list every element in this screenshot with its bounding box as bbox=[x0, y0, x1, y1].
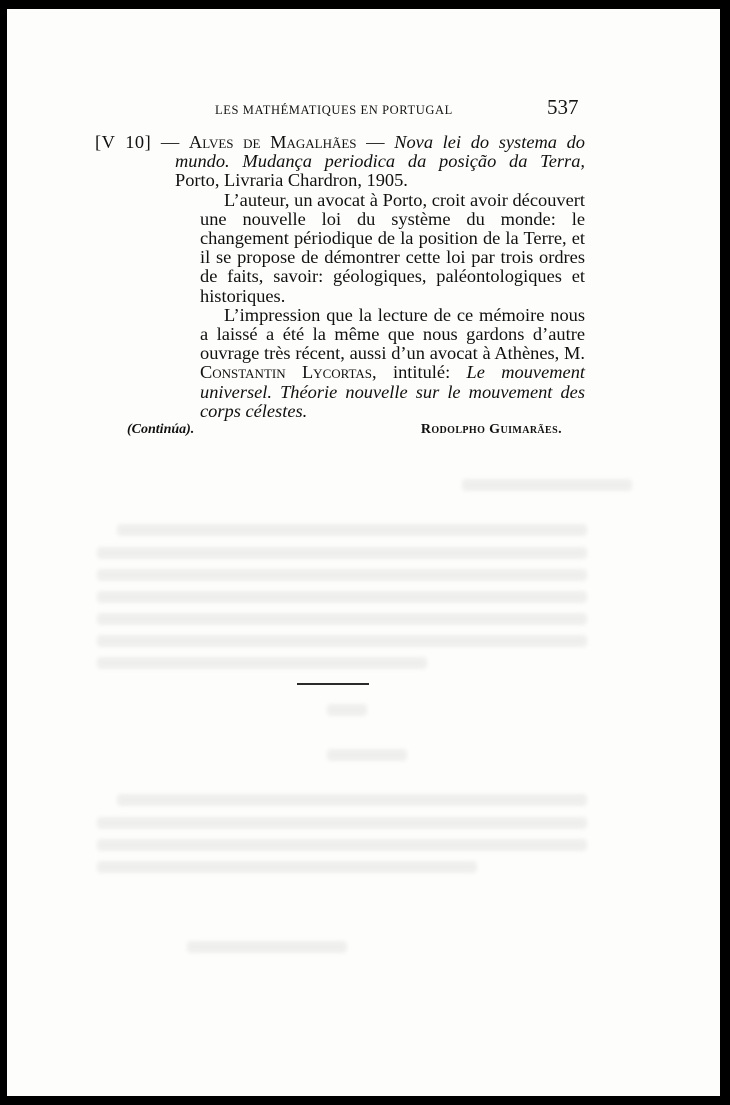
cited-work-title: Le mouvement universel. Théorie nouvelle sur le mouvement des corps célestes. bbox=[200, 362, 586, 421]
paragraph-text: , intitulé: bbox=[372, 362, 467, 383]
publication-info: Porto, Livraria Chardron, 1905. bbox=[175, 170, 408, 191]
bibliography-entry bbox=[95, 133, 585, 421]
page-number: 537 bbox=[547, 95, 579, 119]
dash: — bbox=[356, 132, 395, 152]
entry-footer bbox=[127, 422, 562, 444]
reference-label: [V 10] bbox=[95, 132, 152, 152]
dash: — bbox=[151, 132, 189, 152]
work-title: Nova lei do systema do mundo. Mudança periodica da posição da Terra, bbox=[175, 132, 585, 172]
citation bbox=[95, 133, 585, 191]
continued-note: (Continúa). bbox=[127, 422, 195, 437]
journal-page bbox=[7, 9, 720, 1096]
author-signature: Rodolpho Guimarães. bbox=[420, 422, 562, 437]
review-paragraph-2 bbox=[200, 306, 585, 421]
running-head: LES MATHÉMATIQUES EN PORTUGAL bbox=[215, 103, 453, 117]
cited-author-name: Constantin Lycortas bbox=[200, 362, 373, 383]
paragraph-text: L’impression que la lecture de ce mémoire nous a laissé a été la même que nous gardons d’autre ouvrage très récent, aussi d’un avocat à Athènes, M. bbox=[200, 304, 585, 364]
page-header bbox=[7, 95, 720, 125]
section-divider bbox=[297, 683, 369, 685]
author-name: Alves de Magalhães bbox=[188, 132, 357, 152]
review-paragraph-1: L’auteur, un avocat à Porto, croit avoir découvert une nouvelle loi du système du monde: le changement périodique de la position de la Terre, et il se propose de démontrer cette loi par trois ordres de faits, savoir: géologiques, paléontologiques et historiques. bbox=[200, 189, 585, 306]
